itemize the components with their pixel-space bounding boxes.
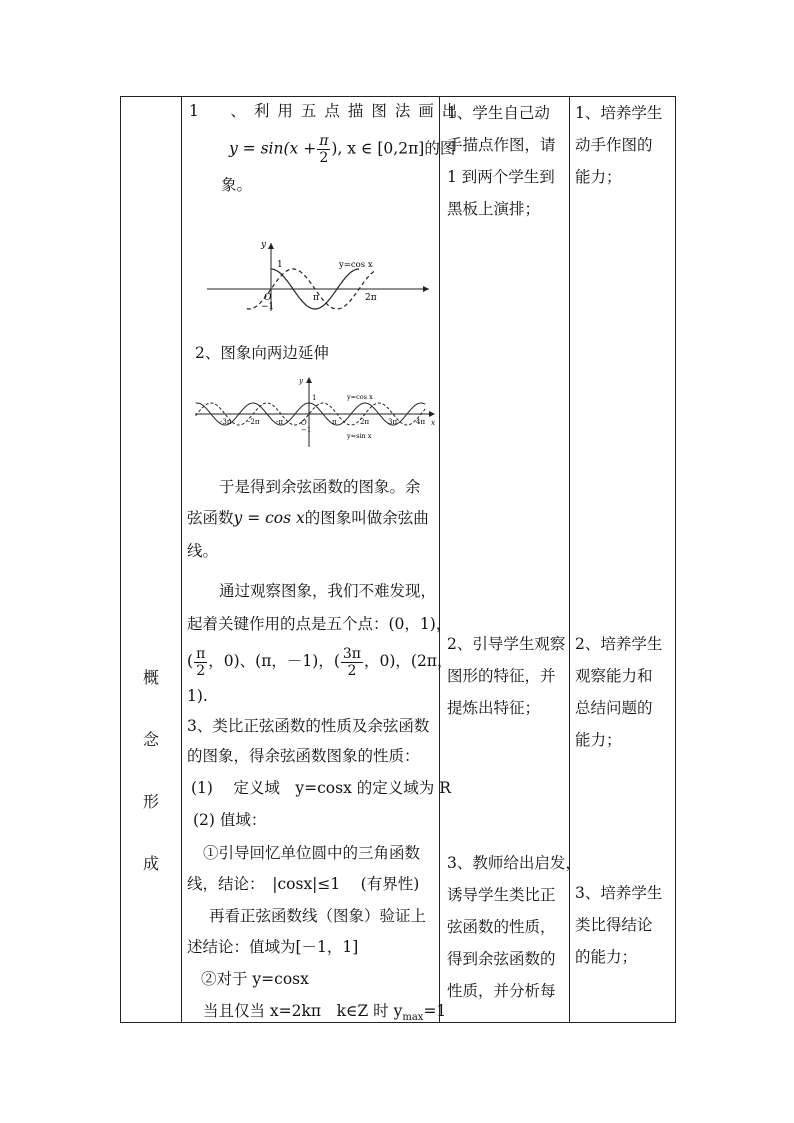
para1-text-b: 的图象叫做余弦曲 xyxy=(304,509,429,527)
goal-column xyxy=(569,97,677,1022)
cosine-graph-one-period xyxy=(201,237,431,312)
content-column xyxy=(181,97,466,1024)
g1-line: 1、培养学生 xyxy=(575,104,663,122)
graph1-pi: π xyxy=(313,293,319,303)
student-activity-column xyxy=(439,97,581,1022)
formula-rhs: ), x ∈ [0,2π] xyxy=(331,139,425,158)
item3-line2: 的图象，得余弦函数图象的性质： xyxy=(187,747,420,765)
graph2-tick-label: π xyxy=(332,418,337,426)
item1-lead: 1 、利用五点描图法画出 xyxy=(189,102,466,120)
stage-char: 概 xyxy=(143,668,160,687)
para2-last: 1). xyxy=(187,687,208,705)
g2-line: 观察能力和 xyxy=(575,667,653,685)
max-text: 当且仅当 x=2kπ k∈Z 时 y xyxy=(203,1002,403,1020)
stage-column xyxy=(121,97,181,1022)
domain-line: (1) 定义域 y=cosx 的定义域为 R xyxy=(191,779,451,797)
graph2-y-label: y xyxy=(299,377,303,385)
max-line xyxy=(203,1001,446,1028)
para1-formula: y = cos x xyxy=(233,509,305,527)
circle-line2: 线，结论： |cosx|≤1 (有界性) xyxy=(187,875,420,893)
g2-line: 总结问题的 xyxy=(575,699,653,717)
graph2-tick-label: -2π xyxy=(248,418,260,426)
para1-line1: 于是得到余弦函数的图象。余 xyxy=(219,478,421,496)
frac-den: 2 xyxy=(319,150,329,166)
circle-line1: ①引导回忆单位圆中的三角函数 xyxy=(203,844,421,862)
point-text: ，0)，(2π， xyxy=(363,652,453,670)
item1-formula xyxy=(229,133,455,166)
graph1-curve-label: y=cos x xyxy=(339,260,373,270)
graph2-sin-label: y=sin x xyxy=(347,432,372,440)
stage-char: 成 xyxy=(143,854,160,873)
s1-line: 手描点作图，请 xyxy=(447,136,556,154)
g2-line: 2、培养学生 xyxy=(575,635,663,653)
item1-line3: 象。 xyxy=(221,176,253,194)
s3-line: 3、教师给出启发， xyxy=(447,854,581,872)
graph1-one: 1 xyxy=(277,260,283,270)
point-text: ，0)、(π，－1)，( xyxy=(208,652,340,670)
cosine-graph-extended xyxy=(193,375,437,449)
range-line: (2) 值域： xyxy=(193,811,267,829)
graph2-origin: O xyxy=(301,419,307,427)
para1-line2 xyxy=(187,508,429,528)
g2-line: 能力； xyxy=(575,731,622,749)
graph2-tick-label: 4π xyxy=(416,418,426,426)
frac-num: 3π xyxy=(342,645,361,662)
frac-num: π xyxy=(319,133,329,149)
graph2-tick-label: -π xyxy=(276,418,283,426)
graph2-tick-label: 3π xyxy=(388,418,398,426)
lesson-table xyxy=(120,96,676,1023)
max-subscript: max xyxy=(402,1012,424,1024)
graph2-cos-label: y=cos x xyxy=(347,393,373,401)
case-line: ②对于 y=cosx xyxy=(201,970,309,988)
point-text: ( xyxy=(187,652,194,670)
formula-lhs: y = sin(x + xyxy=(229,139,317,158)
s3-line: 性质，并分析每 xyxy=(447,982,556,1000)
graph2-tick-label: 2π xyxy=(360,418,370,426)
para1-text-a: 弦函数 xyxy=(187,509,234,527)
s2-line: 2、引导学生观察 xyxy=(447,635,566,653)
fraction xyxy=(194,646,207,679)
s1-line: 黑板上演排； xyxy=(447,200,541,218)
graph2-x-label: x xyxy=(431,419,435,427)
verify-line2: 述结论：值域为[－1，1] xyxy=(187,938,359,956)
s2-line: 提炼出特征； xyxy=(447,699,541,717)
s3-line: 得到余弦函数的 xyxy=(447,950,556,968)
frac-den: 2 xyxy=(347,662,357,679)
stage-char: 形 xyxy=(143,792,160,811)
g1-line: 动手作图的 xyxy=(575,136,653,154)
frac-den: 2 xyxy=(196,662,206,679)
formula-tail: 的图 xyxy=(424,139,456,158)
graph2-neg-one: −1 xyxy=(301,426,312,434)
max-tail: =1 xyxy=(423,1002,447,1020)
graph1-two-pi: 2π xyxy=(365,293,377,303)
graph2-tick-label: -3π xyxy=(220,418,232,426)
verify-line1: 再看正弦函数线（图象）验证上 xyxy=(209,907,427,925)
s1-line: 1、学生自己动 xyxy=(447,104,550,122)
g3-line: 类比得结论 xyxy=(575,916,653,934)
frac-num: π xyxy=(196,645,206,662)
g1-line: 能力； xyxy=(575,168,622,186)
s1-line: 1 到两个学生到 xyxy=(447,168,555,186)
graph1-y-label: y xyxy=(261,240,267,250)
s3-line: 诱导学生类比正 xyxy=(447,886,556,904)
points-line xyxy=(187,641,453,681)
para1-line3: 线。 xyxy=(187,542,219,560)
g3-line: 的能力； xyxy=(575,948,638,966)
graph2-one: 1 xyxy=(312,394,317,402)
graph1-origin: O xyxy=(264,293,272,303)
para2-line1: 通过观察图象，我们不难发现， xyxy=(219,582,437,600)
fraction xyxy=(317,133,330,166)
para2-line2: 起着关键作用的点是五个点：(0，1)， xyxy=(187,615,452,633)
graph1-neg-one: −1 xyxy=(261,302,275,312)
stage-char: 念 xyxy=(143,730,160,749)
fraction xyxy=(341,646,363,679)
item3-line1: 3、类比正弦函数的性质及余弦函数 xyxy=(187,717,430,735)
g3-line: 3、培养学生 xyxy=(575,884,663,902)
item2: 2、图象向两边延伸 xyxy=(195,344,329,362)
s2-line: 图形的特征，并 xyxy=(447,667,556,685)
s3-line: 弦函数的性质， xyxy=(447,918,556,936)
